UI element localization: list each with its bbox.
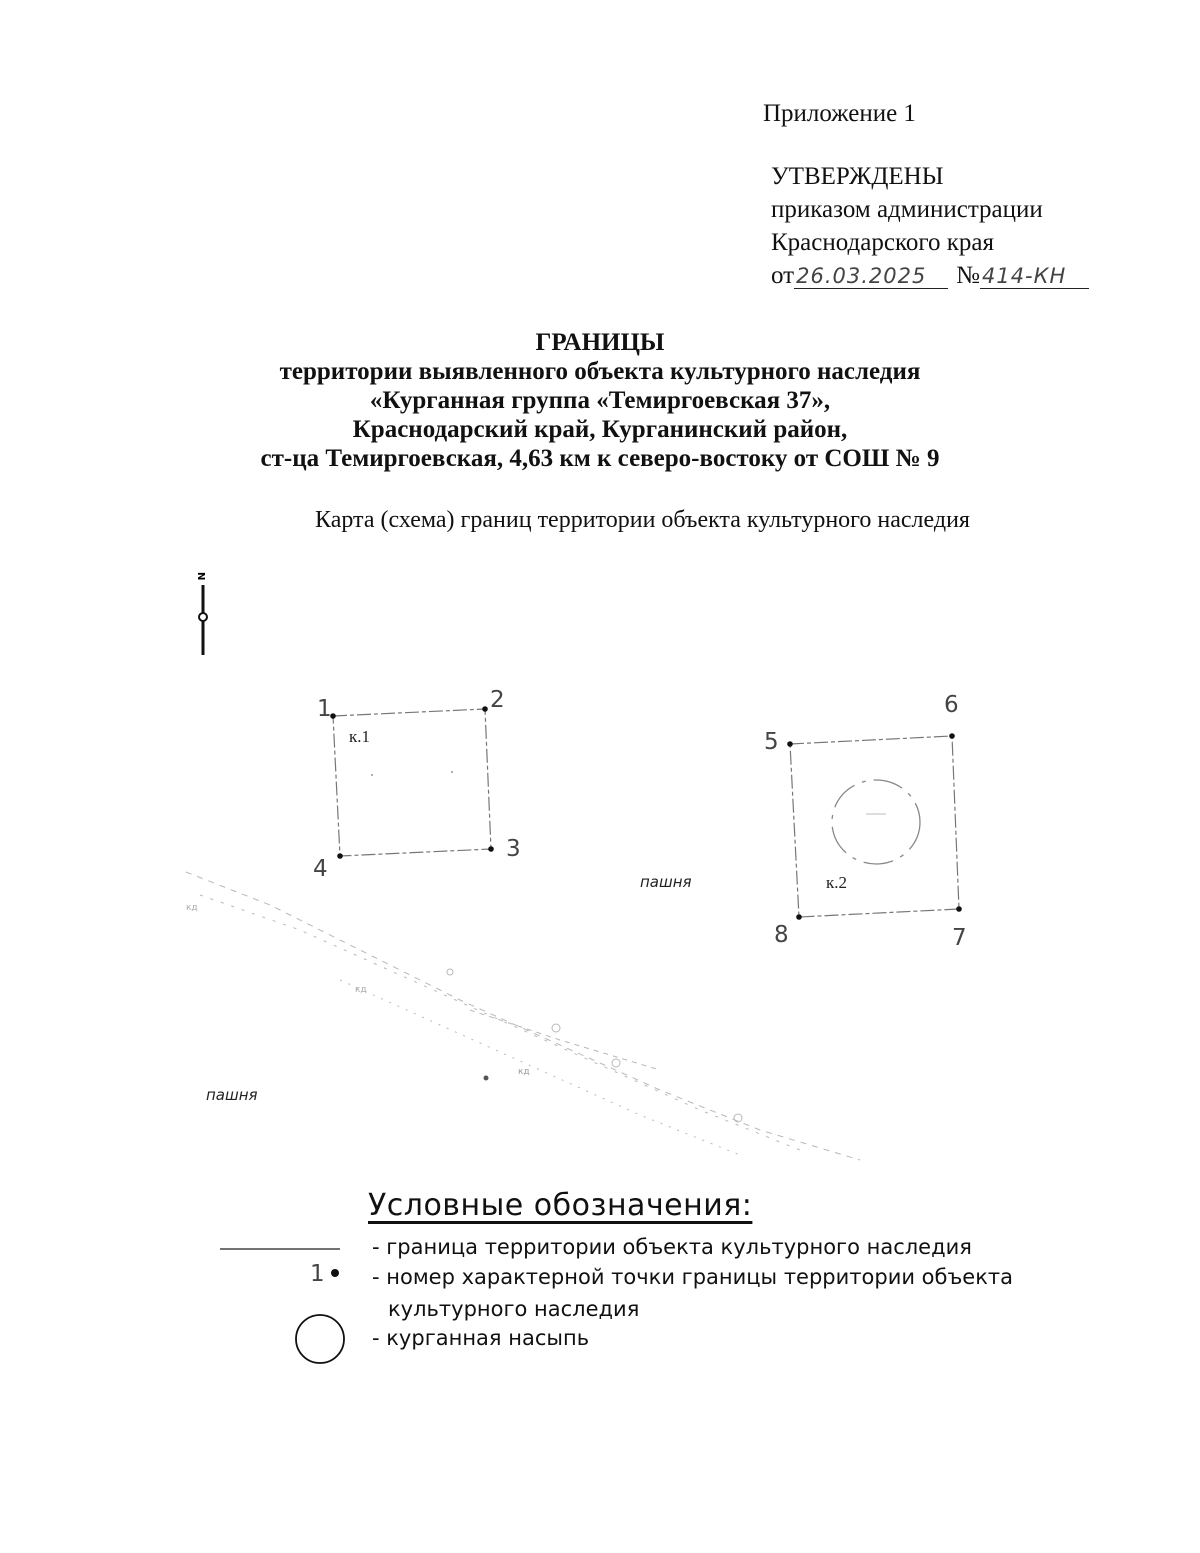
point-number-8: 8	[774, 922, 789, 948]
background-track-lines	[186, 872, 860, 1160]
point-number-1: 1	[317, 696, 332, 722]
map-caption: Карта (схема) границ территории объекта культурного наследия	[315, 507, 970, 533]
point-number-6: 6	[944, 692, 959, 718]
legend-item-boundary: - граница территории объекта культурного наследия	[372, 1235, 972, 1259]
document-title	[0, 328, 1200, 473]
legend-item-point-line2: культурного наследия	[388, 1297, 640, 1321]
approval-block	[771, 160, 1089, 292]
legend-item-point-line1: - номер характерной точки границы территории объекта	[372, 1265, 1014, 1289]
legend-point-number: 1	[310, 1261, 325, 1287]
approved-by-line2: Краснодарского края	[771, 229, 994, 256]
title-line-5: ст-ца Темиргоевская, 4,63 км к северо-востоку от СОШ № 9	[260, 445, 940, 472]
title-line-1: ГРАНИЦЫ	[535, 329, 665, 356]
legend-title: Условные обозначения:	[368, 1188, 753, 1223]
north-arrow-icon	[195, 572, 207, 655]
mound-label-1: к.1	[349, 727, 371, 746]
title-line-3: «Курганная группа «Темиргоевская 37»,	[369, 387, 831, 414]
approval-date-line	[771, 259, 1089, 292]
boundary-scheme-map	[0, 560, 1200, 1180]
track-label-3: кд	[518, 1067, 530, 1077]
point-number-7: 7	[952, 925, 967, 951]
land-label-2: пашня	[206, 1086, 258, 1104]
approved-by-line1: приказом администрации	[771, 196, 1043, 223]
legend-mound-circle-icon	[296, 1315, 344, 1363]
point-number-4: 4	[313, 856, 328, 882]
legend-item-mound: - курганная насыпь	[372, 1326, 590, 1350]
territory-boundary-2	[787, 733, 962, 920]
point-number-5: 5	[764, 729, 779, 755]
benchmark-point	[484, 1076, 489, 1081]
appendix-label: Приложение 1	[763, 100, 916, 127]
date-prefix: от	[771, 262, 795, 289]
point-number-3: 3	[506, 836, 521, 862]
point-number-2: 2	[490, 687, 505, 713]
title-line-4: Краснодарский край, Курганинский район,	[352, 416, 848, 443]
mound-label-2: к.2	[826, 873, 848, 892]
north-label: N	[195, 572, 206, 581]
land-label-1: пашня	[640, 873, 692, 891]
track-label-1: кд	[186, 903, 198, 913]
legend-point-dot-icon	[331, 1269, 339, 1277]
approval-date: 26.03.2025	[794, 264, 948, 289]
title-line-2: территории выявленного объекта культурного наследия	[279, 358, 921, 385]
track-label-2: кд	[355, 985, 367, 995]
approved-heading: УТВЕРЖДЕНЫ	[771, 163, 944, 190]
point-numbers	[313, 687, 967, 951]
approval-number: 414-КН	[980, 264, 1089, 289]
number-prefix: №	[956, 262, 980, 289]
mound-2-circle	[832, 780, 920, 864]
